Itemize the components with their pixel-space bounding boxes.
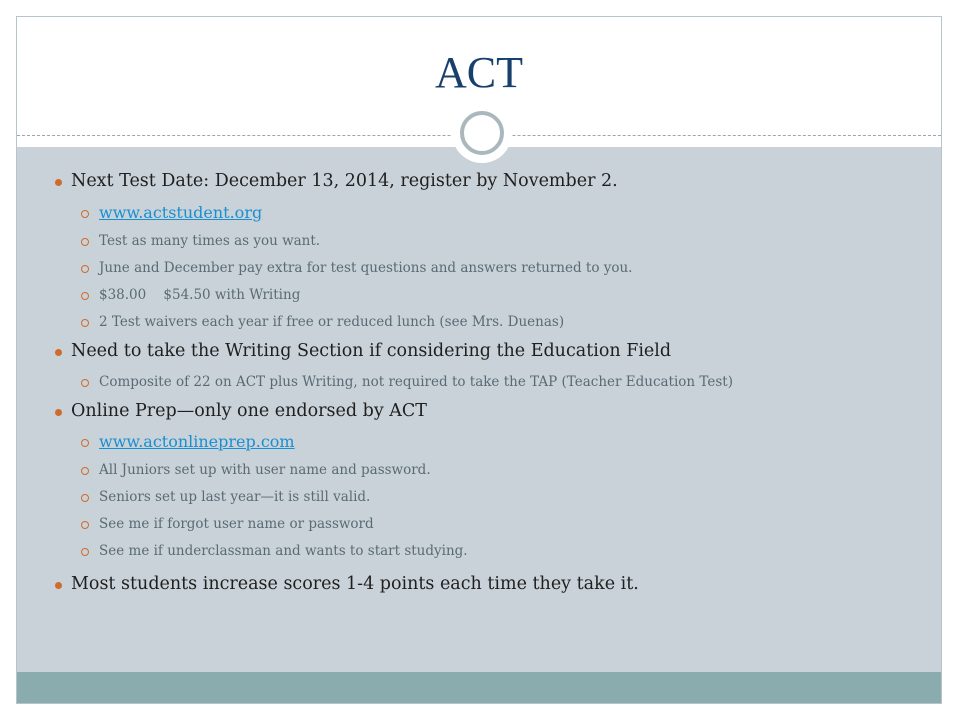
bullet-ring-icon [81,379,89,387]
list-item-text: Test as many times as you want. [99,233,321,249]
list-item-text: $38.00 $54.50 with Writing [99,287,301,303]
bullet-ring-icon [81,238,89,246]
list-item-text: Seniors set up last year—it is still valid. [99,489,371,505]
list-item-text: Need to take the Writing Section if considering the Education Field [71,341,672,361]
list-item-text: See me if underclassman and wants to start studying. [99,543,468,559]
bullet-ring-icon [81,319,89,327]
list-item-text: Next Test Date: December 13, 2014, register by November 2. [71,171,618,191]
list-item-text: Composite of 22 on ACT plus Writing, not required to take the TAP (Teacher Education Test) [99,374,733,390]
bullet-ring-icon [81,265,89,273]
bullet-ring-icon [81,548,89,556]
footer-bar [17,672,941,704]
bullet-dot-icon [55,349,62,356]
content-area [17,147,941,672]
list-item-text: 2 Test waivers each year if free or reduced lunch (see Mrs. Duenas) [99,314,565,330]
actonlineprep-link[interactable]: www.actonlineprep.com [99,432,295,451]
actstudent-link[interactable]: www.actstudent.org [99,203,263,222]
bullet-ring-icon [81,292,89,300]
bullet-dot-icon [55,409,62,416]
list-item-text: All Juniors set up with user name and password. [99,462,431,478]
bullet-ring-icon [81,521,89,529]
bullet-dot-icon [55,179,62,186]
bullet-ring-icon [81,467,89,475]
circle-ring-icon [460,111,504,155]
slide-title: ACT [435,48,523,97]
list-item-text: June and December pay extra for test questions and answers returned to you. [99,260,633,276]
list-item-text: Online Prep—only one endorsed by ACT [71,401,427,421]
bullet-ring-icon [81,439,89,447]
list-item-text: Most students increase scores 1-4 points each time they take it. [71,574,639,594]
bullet-dot-icon [55,582,62,589]
bullet-ring-icon [81,494,89,502]
slide [16,16,942,704]
list-item-text: See me if forgot user name or password [99,516,374,532]
bullet-ring-icon [81,210,89,218]
